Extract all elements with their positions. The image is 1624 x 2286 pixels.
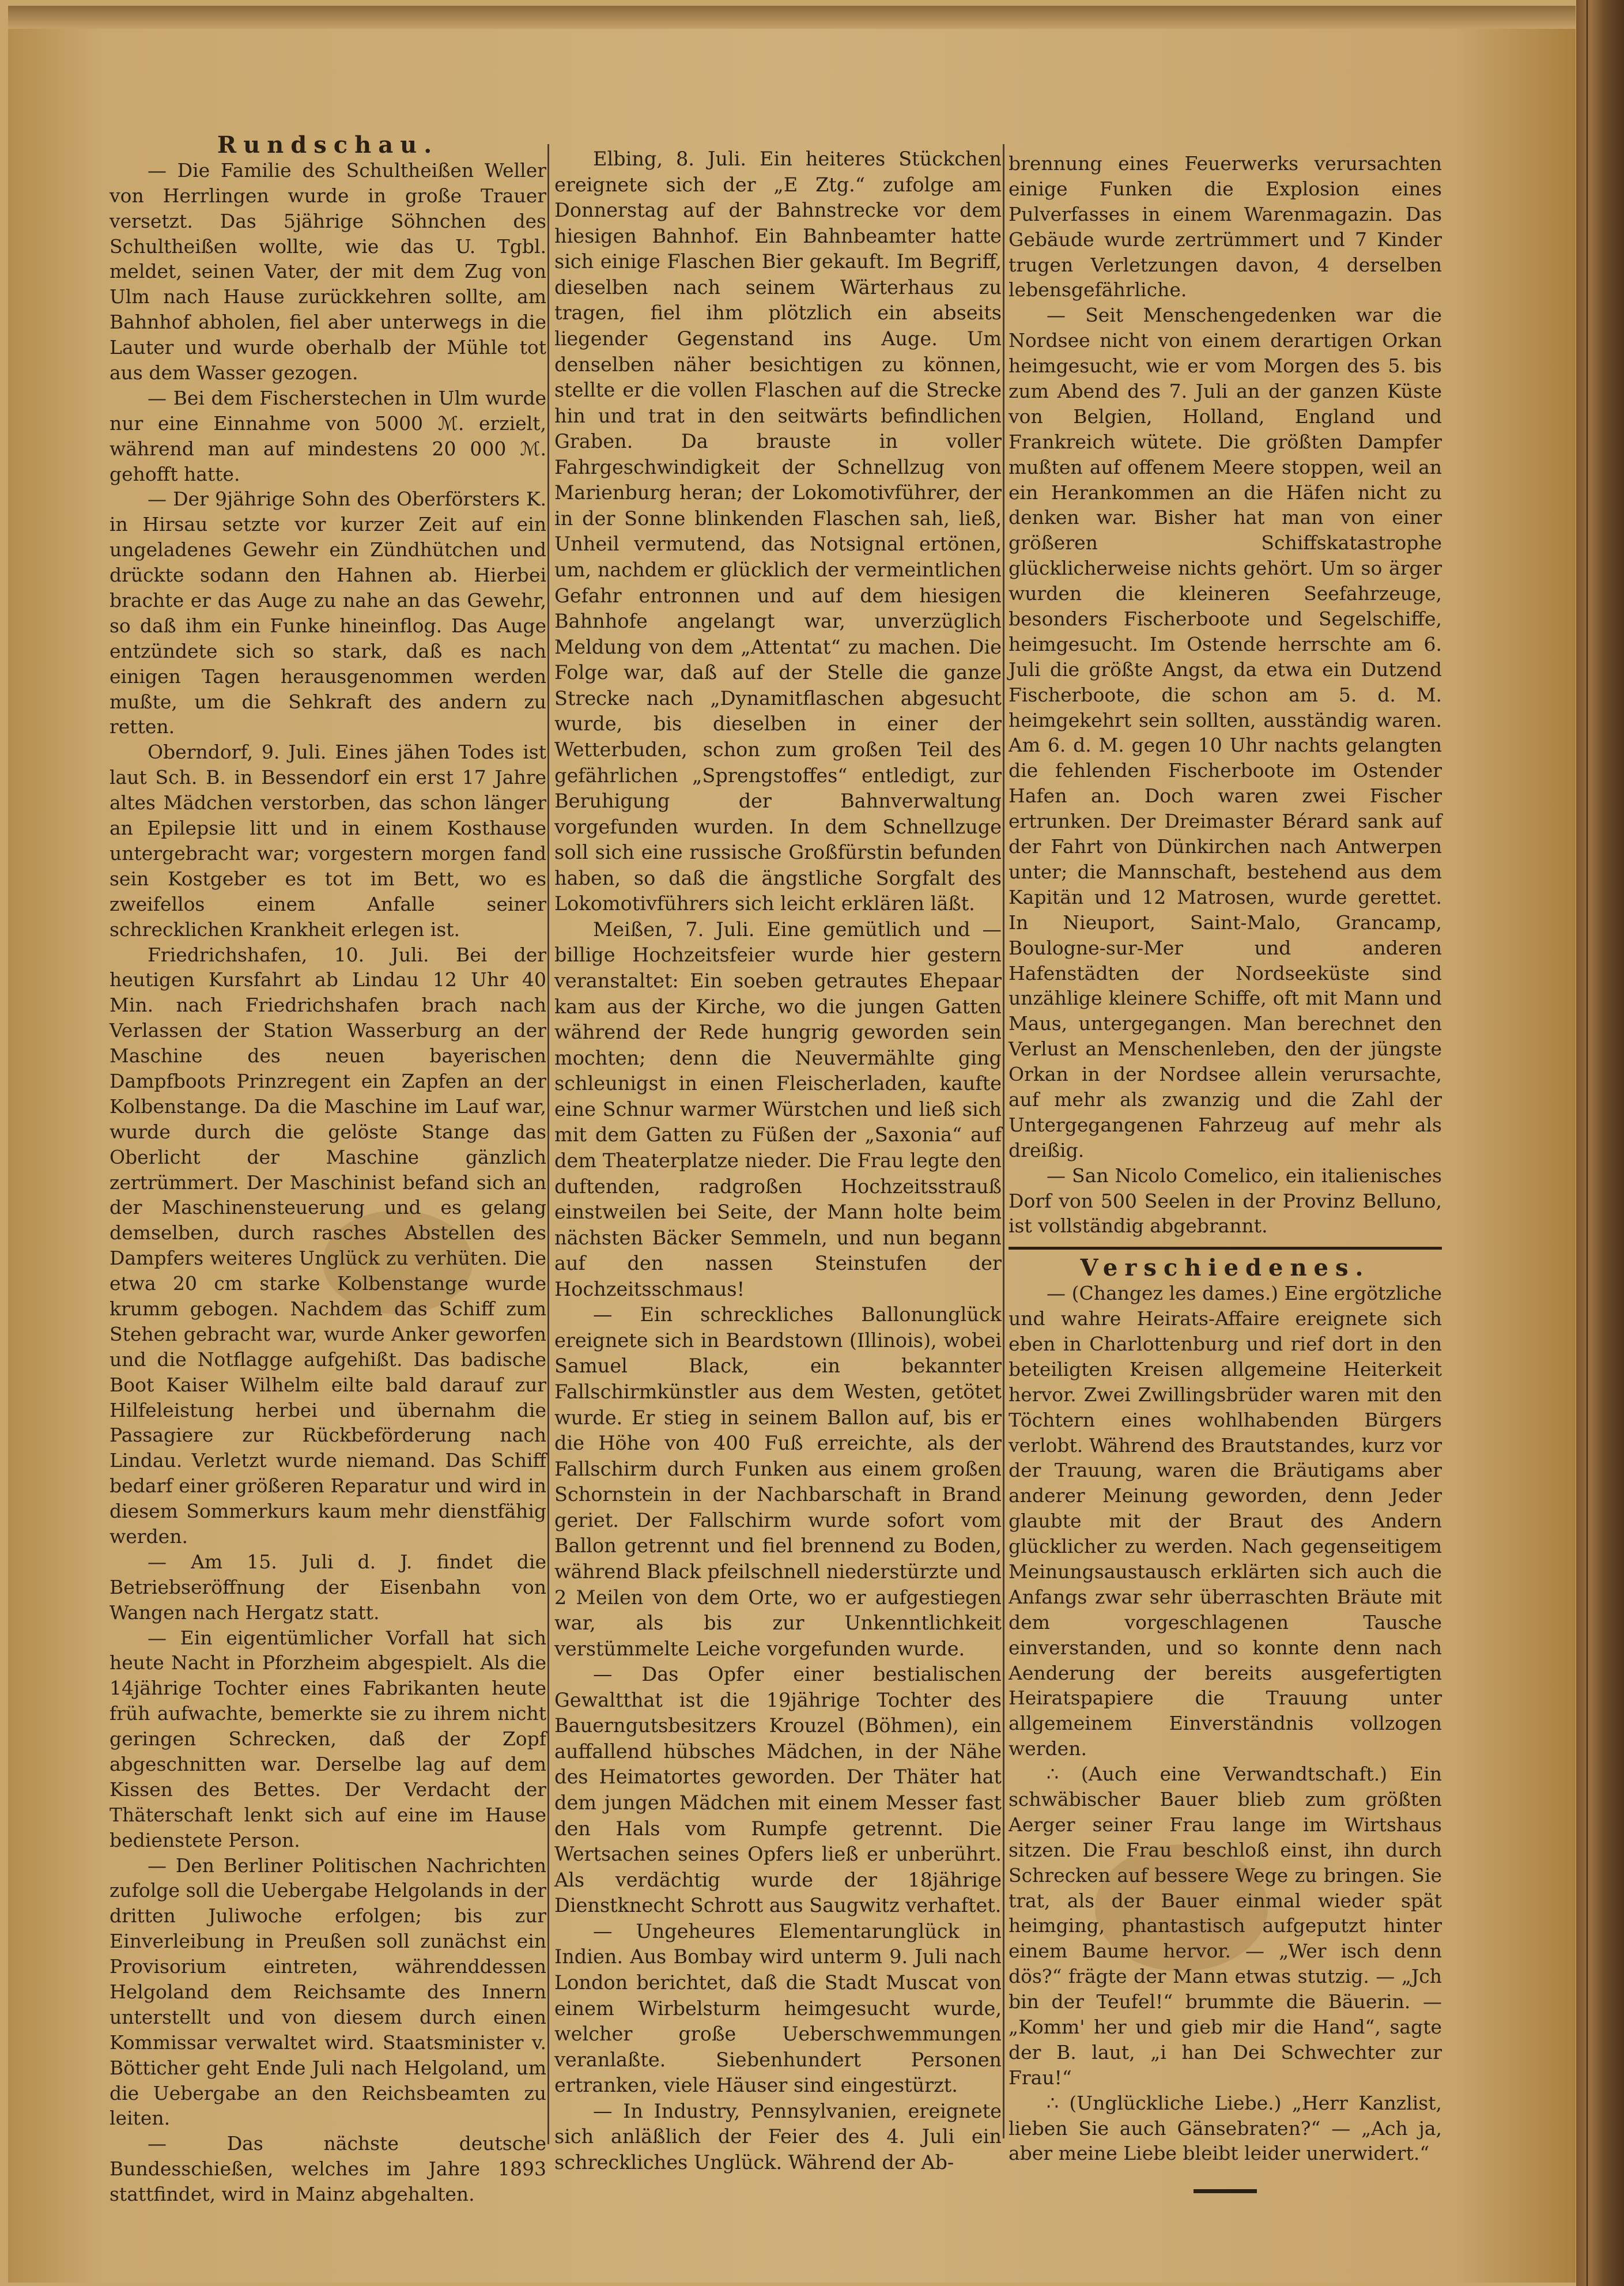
article-paragraph: — Ein eigentümlicher Vorfall hat sich heute Nacht in Pforzheim abgespielt. Als die 14jährige Tochter eines Fabrikanten heute früh aufwachte, bemerkte sie zu ihrem nicht geringen Schrecken, daß der Zopf abgeschnitten war. Derselbe lag auf dem Kissen des Bettes. Der Verdacht der Thäterschaft lenkt sich auf eine im Hause bedienstete Person.: [109, 1626, 546, 1851]
article-paragraph: — Den Berliner Politischen Nachrichten zufolge soll die Uebergabe Helgolands in der dritten Juliwoche erfolgen; bis zur Einverleibung in Preußen soll zunächst ein Provisorium eintreten, währenddessen Helgoland dem Reichsamte des Innern unterstellt und von diesem durch einen Kommissar verwaltet wird. Staatsminister v. Bötticher geht Ende Juli nach Helgoland, um die Uebergabe an den Reichsbeamten zu leiten.: [109, 1854, 546, 2130]
article-paragraph: — San Nicolo Comelico, ein italienisches Dorf von 500 Seelen in der Provinz Belluno, ist vollständig abgebrannt.: [1009, 1164, 1442, 1238]
section-heading-rundschau: Rundschau.: [217, 131, 439, 159]
column-1: [109, 133, 546, 2207]
article-paragraph: — Das Opfer einer bestialischen Gewaltthat ist die 19jährige Tochter des Bauerngutsbesitzers Krouzel (Böhmen), ein auffallend hübsches Mädchen, in der Nähe des Heimatortes geworden. Der Thäter hat dem jungen Mädchen mit einem Messer fast den Hals vom Rumpfe getrennt. Die Wertsachen seines Opfers ließ er unberührt. Als verdächtig wurde der 18jährige Dienstknecht Schrott aus Saugwitz verhaftet.: [554, 1663, 1002, 1917]
article-paragraph: Elbing, 8. Juli. Ein heiteres Stückchen ereignete sich der „E Ztg.“ zufolge am Donnerstag auf der Bahnstrecke vor dem hiesigen Bahnhof. Ein Bahnbeamter hatte sich einige Flaschen Bier gekauft. Im Begriff, dieselben nach seinem Wärterhaus zu tragen, fiel ihm plötzlich ein abseits liegender Gegenstand ins Auge. Um denselben näher besichtigen zu können, stellte er die vollen Flaschen auf die Strecke hin und trat in den seitwärts befindlichen Graben. Da brauste in voller Fahrgeschwindigkeit der Schnellzug von Marienburg heran; der Lokomotivführer, der in der Sonne blinkenden Flaschen sah, ließ, Unheil vermutend, das Notsignal ertönen, um, nachdem er glücklich der vermeintlichen Gefahr entronnen und auf dem hiesigen Bahnhofe angelangt war, unverzüglich Meldung von dem „Attentat“ zu machen. Die Folge war, daß auf der Stelle die ganze Strecke nach „Dynamitflaschen abgesucht wurde, bis dieselben in einer der Wetterbuden, schon zum großen Teil des gefährlichen „Sprengstoffes“ entledigt, zur Beruhigung der Bahnverwaltung vorgefunden wurden. In dem Schnellzuge soll sich eine russische Großfürstin befunden haben, so daß die ängstliche Sorgfalt des Lokomotivführers sich leicht erklären läßt.: [554, 148, 1002, 915]
book-binding: [1576, 0, 1624, 2286]
article-paragraph: — Der 9jährige Sohn des Oberförsters K. in Hirsau setzte vor kurzer Zeit auf ein ungeladenes Gewehr ein Zündhütchen und drückte sodann den Hahnen ab. Hierbei brachte er das Auge zu nahe an das Gewehr, so daß ihm ein Funke hineinflog. Das Auge entzündete sich so stark, daß es nach einigen Tagen herausgenommen werden mußte, um die Sehkraft des andern zu retten.: [109, 488, 546, 738]
article-paragraph: — (Changez les dames.) Eine ergötzliche und wahre Heirats-Affaire ereignete sich eben in Charlottenburg und rief dort in den beteiligten Kreisen allgemeine Heiterkeit hervor. Zwei Zwillingsbrüder waren mit den Töchtern eines wohlhabenden Bürgers verlobt. Während des Brautstandes, kurz vor der Trauung, waren die Bräutigams aber anderer Meinung geworden, denn Jeder glaubte mit der Braut des Andern glücklicher zu werden. Nach gegenseitigem Meinungsaustausch erklärten sich auch die Anfangs zwar sehr überraschten Bräute mit dem vorgeschlagenen Tausche einverstanden, und so konnte denn nach Aenderung der bereits ausgefertigten Heiratspapiere die Trauung unter allgemeinem Einverständnis vollzogen werden.: [1009, 1282, 1442, 1760]
article-paragraph: — In Industry, Pennsylvanien, ereignete sich anläßlich der Feier des 4. Juli ein schreckliches Unglück. Während der Ab-: [554, 2099, 1002, 2174]
column-3: [1009, 151, 1442, 2193]
end-mark: [1194, 2189, 1257, 2193]
article-paragraph: — Seit Menschengedenken war die Nordsee nicht von einem derartigen Orkan heimgesucht, wie er vom Morgen des 5. bis zum Abend des 7. Juli an der ganzen Küste von Belgien, Holland, England und Frankreich wütete. Die größten Dampfer mußten auf offenem Meere stoppen, weil an ein Herankommen an die Häfen nicht zu denken war. Bisher hat man von einer größeren Schiffskatastrophe glücklicherweise nichts gehört. Um so ärger wurden die kleineren Seefahrzeuge, besonders Fischerboote und Segelschiffe, heimgesucht. Im Ostende herrschte am 6. Juli die größte Angst, da etwa ein Dutzend Fischerboote, die schon am 5. d. M. heimgekehrt sein sollten, ausständig waren. Am 6. d. M. gegen 10 Uhr nachts gelangten die fehlenden Fischerboote im Ostender Hafen an. Doch waren zwei Fischer ertrunken. Der Dreimaster Bérard sank auf der Fahrt von Dünkirchen nach Antwerpen unter; die Mannschaft, bestehend aus dem Kapitän und 12 Matrosen, wurde gerettet. In Nieuport, Saint-Malo, Grancamp, Boulogne-sur-Mer und anderen Hafenstädten der Nordseeküste sind unzählige kleinere Schiffe, oft mit Mann und Maus, untergegangen. Man berechnet den Verlust an Menschenleben, den der jüngste Orkan in der Nordsee allein verursachte, auf mehr als zwanzig und die Zahl der Untergegangenen Fahrzeug auf mehr als dreißig.: [1009, 304, 1442, 1161]
article-paragraph: Oberndorf, 9. Juli. Eines jähen Todes ist laut Sch. B. in Bessendorf ein erst 17 Jahre altes Mädchen verstorben, das schon länger an Epilepsie litt und in einem Kosthause untergebracht war; vorgestern morgen fand sein Kostgeber es tot im Bett, wo es zweifellos einem Anfalle seiner schrecklichen Krankheit erlegen ist.: [109, 741, 546, 941]
article-paragraph: brennung eines Feuerwerks verursachten einige Funken die Explosion eines Pulverfasses in einem Warenmagazin. Das Gebäude wurde zertrümmert und 7 Kinder trugen Verletzungen davon, 4 derselben lebensgefährliche.: [1009, 152, 1442, 301]
article-paragraph: — Ungeheures Elementarunglück in Indien. Aus Bombay wird unterm 9. Juli nach London berichtet, daß die Stadt Muscat von einem Wirbelsturm heimgesucht wurde, welcher große Ueberschwemmungen veranlaßte. Siebenhundert Personen ertranken, viele Häuser sind eingestürzt.: [554, 1919, 1002, 2097]
column-rule: [1003, 144, 1004, 2138]
article-paragraph: Meißen, 7. Juli. Eine gemütlich und — billige Hochzeitsfeier wurde hier gestern veranstaltet: Ein soeben getrautes Ehepaar kam aus der Kirche, wo die jungen Gatten während der Rede hungrig geworden sein mochten; denn die Neuvermählte ging schleunigst in einen Fleischerladen, kaufte eine Schnur warmer Würstchen und ließ sich mit dem Gatten zu Füßen der „Saxonia“ auf dem Theaterplatze nieder. Die Frau legte den duftenden, radgroßen Hochzeitsstrauß einstweilen bei Seite, der Mann holte beim nächsten Bäcker Semmeln, und nun begann auf den nassen Steinstufen der Hochzeitsschmaus!: [554, 918, 1002, 1300]
article-paragraph: — Das nächste deutsche Bundesschießen, welches im Jahre 1893 stattfindet, wird in Mainz abgehalten.: [109, 2132, 546, 2206]
article-paragraph: — Am 15. Juli d. J. findet die Betriebseröffnung der Eisenbahn von Wangen nach Hergatz statt.: [109, 1550, 546, 1624]
article-paragraph: — Bei dem Fischerstechen in Ulm wurde nur eine Einnahme von 5000 ℳ. erzielt, während man auf mindestens 20 000 ℳ. gehofft hatte.: [109, 386, 546, 485]
top-edge: [8, 6, 1576, 29]
article-paragraph: Friedrichshafen, 10. Juli. Bei der heutigen Kursfahrt ab Lindau 12 Uhr 40 Min. nach Friedrichshafen brach nach Verlassen der Station Wasserburg an der Maschine des neuen bayerischen Dampfboots Prinzregent ein Zapfen an der Kolbenstange. Da die Maschine im Lauf war, wurde durch die gelöste Stange das Oberlicht der Maschine gänzlich zertrümmert. Der Maschinist befand sich an der Maschinensteuerung und es gelang demselben, durch rasches Abstellen des Dampfers weiteres Unglück zu verhüten. Die etwa 20 cm starke Kolbenstange wurde krumm gebogen. Nachdem das Schiff zum Stehen gebracht war, wurde Anker geworfen und die Notflagge aufgehißt. Das badische Boot Kaiser Wilhelm eilte bald darauf zur Hilfeleistung herbei und übernahm die Passagiere zur Rückbeförderung nach Lindau. Verletzt wurde niemand. Das Schiff bedarf einer größeren Reparatur und wird in diesem Sommerkurs kaum mehr dienstfähig werden.: [109, 943, 546, 1548]
article-paragraph: — Die Familie des Schultheißen Weller von Herrlingen wurde in große Trauer versetzt. Das 5jährige Söhnchen des Schultheißen wollte, wie das U. Tgbl. meldet, seinen Vater, der mit dem Zug von Ulm nach Hause zurückkehren sollte, am Bahnhof abholen, fiel aber unterwegs in die Lauter und wurde oberhalb der Mühle tot aus dem Wasser gezogen.: [109, 159, 546, 384]
article-paragraph: ∴ (Auch eine Verwandtschaft.) Ein schwäbischer Bauer blieb zum größten Aerger seiner Frau lange im Wirtshaus sitzen. Die Frau beschloß einst, ihn durch Schrecken auf bessere Wege zu bringen. Sie trat, als der Bauer einmal wieder spät heimging, phantastisch aufgeputzt hinter einem Baume hervor. — „Wer isch denn dös?“ frägte der Mann etwas stutzig. — „Jch bin der Teufel!“ brummte die Bäuerin. — „Komm' her und gieb mir die Hand“, sagte der B. laut, „i han Dei Schwechter zur Frau!“: [1009, 1763, 1442, 2089]
article-paragraph: ∴ (Unglückliche Liebe.) „Herr Kanzlist, lieben Sie auch Gänsebraten?“ — „Ach ja, aber meine Liebe bleibt leider unerwidert.“: [1009, 2091, 1442, 2165]
section-divider: [1009, 1247, 1442, 1250]
column-2: [554, 146, 1002, 2175]
column-rule: [547, 144, 549, 2144]
article-paragraph: — Ein schreckliches Ballonunglück ereignete sich in Beardstown (Illinois), wobei Samuel Black, ein bekannter Fallschirmkünstler aus dem Westen, getötet wurde. Er stieg in seinem Ballon auf, bis er die Höhe von 400 Fuß erreichte, als der Fallschirm durch Funken aus einem großen Schornstein in der Nachbarschaft in Brand geriet. Der Fallschirm wurde sofort vom Ballon getrennt und fiel brennend zu Boden, während Black pfeilschnell niederstürzte und 2 Meilen von dem Orte, wo er aufgestiegen war, als bis zur Unkenntlichkeit verstümmelte Leiche vorgefunden wurde.: [554, 1303, 1002, 1660]
section-heading-verschiedenes: Verschiedenes.: [1080, 1254, 1370, 1282]
